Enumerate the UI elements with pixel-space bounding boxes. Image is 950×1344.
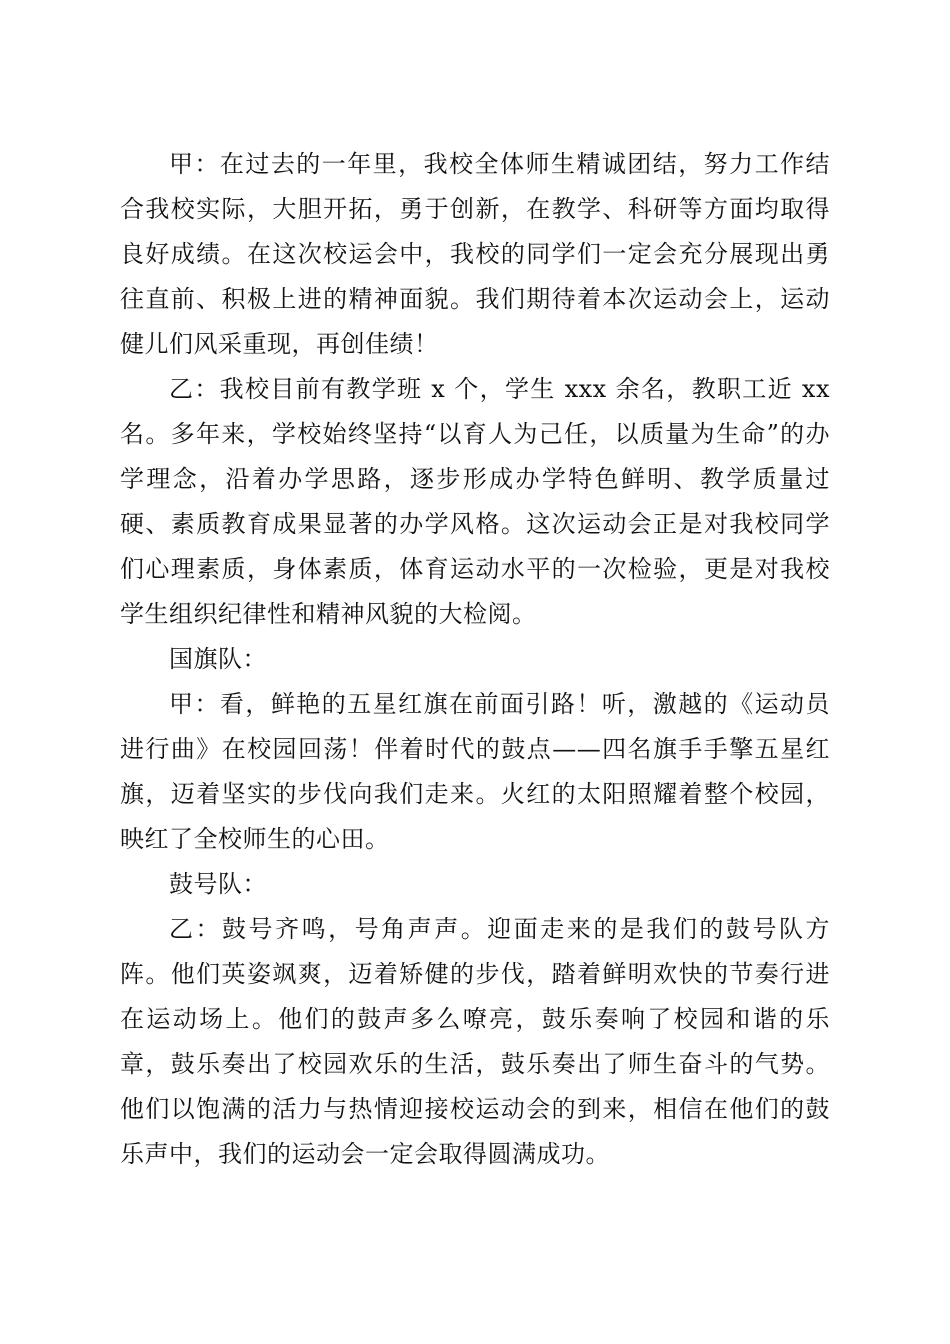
paragraph-jia-intro: 甲：在过去的一年里，我校全体师生精诚团结，努力工作结合我校实际，大胆开拓，勇于创新，在教学、科研等方面均取得良好成绩。在这次校运会中，我校的同学们一定会充分展现出勇往直前、积极上进的精神面貌。我们期待着本次运动会上，运动健儿们风采重现，再创佳绩！: [120, 150, 830, 358]
paragraph-yi-intro: 乙：我校目前有教学班 x 个，学生 xxx 余名，教职工近 xx 名。多年来，学校始终坚持“以育人为己任，以质量为生命”的办学理念，沿着办学思路，逐步形成办学特色鲜明、教学质量过硬、素质教育成果显著的办学风格。这次运动会正是对我校同学们心理素质，身体素质，体育运动水平的一次检验，更是对我校学生组织纪律性和精神风貌的大检阅。: [120, 375, 830, 628]
section-heading-drum-team: 鼓号队：: [169, 870, 267, 898]
document-body: [120, 142, 830, 1177]
paragraph-jia-flag-team: 甲：看，鲜艳的五星红旗在前面引路！听，激越的《运动员进行曲》在校园回荡！伴着时代的鼓点——四名旗手手擎五星红旗，迈着坚实的步伐向我们走来。火红的太阳照耀着整个校园，映红了全校师生的心田。: [120, 690, 830, 853]
section-heading-flag-team: 国旗队：: [169, 645, 267, 673]
paragraph-yi-drum-team: 乙：鼓号齐鸣，号角声声。迎面走来的是我们的鼓号队方阵。他们英姿飒爽，迈着矫健的步伐，踏着鲜明欢快的节奏行进在运动场上。他们的鼓声多么嘹亮，鼓乐奏响了校园和谐的乐章，鼓乐奏出了校园欢乐的生活，鼓乐奏出了师生奋斗的气势。他们以饱满的活力与热情迎接校运动会的到来，相信在他们的鼓乐声中，我们的运动会一定会取得圆满成功。: [120, 915, 830, 1168]
